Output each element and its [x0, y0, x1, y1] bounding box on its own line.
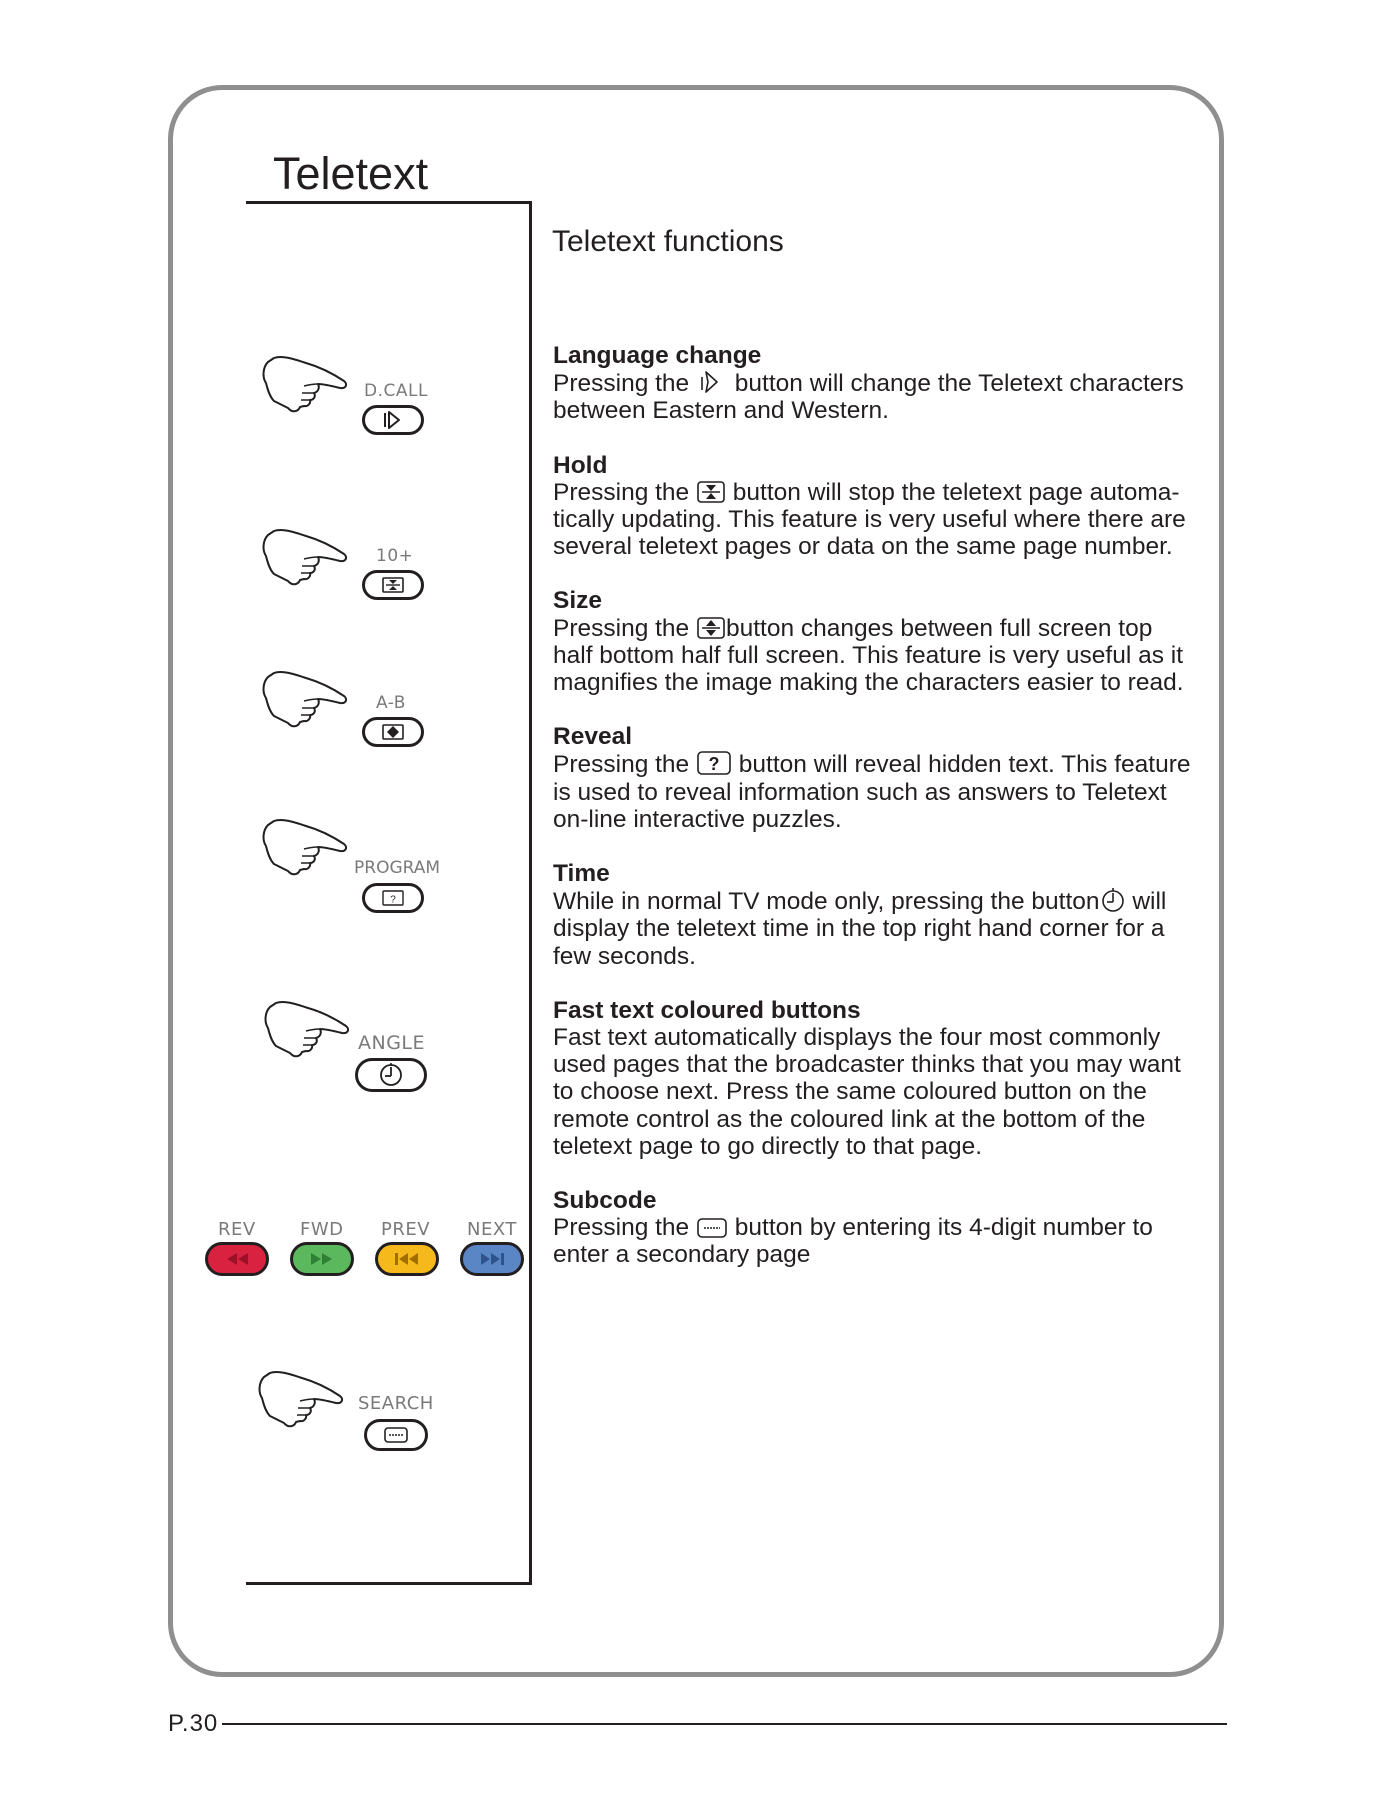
section-body: While in normal TV mode only, pressing the button will display the teletext time in the top right hand corner for a few seconds.	[553, 888, 1167, 970]
section-body: Pressing the button by entering its 4-digit number to enter a secondary page	[553, 1214, 1153, 1269]
ten-plus-label: 10+	[376, 546, 414, 566]
language-icon	[380, 410, 406, 430]
rewind-icon	[222, 1251, 252, 1267]
section-heading: Fast text coloured buttons	[553, 996, 861, 1024]
pointing-hand-icon	[260, 818, 354, 878]
pointing-hand-icon	[260, 355, 354, 415]
dcall-button[interactable]	[362, 405, 424, 435]
page-number: P.30	[168, 1710, 219, 1737]
search-button[interactable]	[364, 1419, 428, 1451]
footer-rule	[222, 1723, 1227, 1725]
title-rule	[246, 201, 530, 204]
next-label: NEXT	[467, 1219, 517, 1240]
language-change-section	[553, 342, 1213, 425]
hold-icon	[696, 480, 726, 504]
subcode-icon	[696, 1217, 728, 1239]
fwd-label: FWD	[300, 1219, 344, 1240]
bottom-rule	[246, 1582, 531, 1585]
pointing-hand-icon	[260, 670, 354, 730]
next-icon	[477, 1251, 507, 1267]
svg-text:?: ?	[708, 754, 720, 775]
pointing-hand-icon	[260, 528, 354, 588]
rev-label: REV	[218, 1219, 256, 1240]
program-button[interactable]	[362, 883, 424, 913]
clock-icon	[378, 1062, 404, 1088]
section-body: Pressing the button changes between full screen top half bottom half full screen. This feature is very useful as it magnifies the image making the characters easier to read.	[553, 614, 1184, 697]
section-heading: Reveal	[553, 723, 633, 751]
reveal-icon	[696, 750, 732, 776]
section-subtitle: Teletext functions	[552, 225, 784, 258]
size-section	[553, 587, 1213, 696]
pointing-hand-icon	[256, 1370, 350, 1430]
pointing-hand-icon	[262, 1000, 356, 1060]
section-body: Pressing the ? button will reveal hidden text. This feature is used to reveal information such as answers to Teletext on-line interactive puzzles.	[553, 751, 1191, 833]
clock-icon	[1100, 887, 1126, 913]
dcall-label: D.CALL	[364, 381, 428, 401]
search-label: SEARCH	[358, 1393, 434, 1414]
next-button[interactable]	[460, 1242, 524, 1276]
subcode-icon	[382, 1425, 410, 1445]
fast-text-section	[553, 997, 1213, 1160]
section-body: Pressing the button will stop the teletext page automa- tically updating. This feature is very useful where there are several teletext pages or data on the same page number.	[553, 478, 1186, 561]
ab-button[interactable]	[362, 717, 424, 747]
subcode-section	[553, 1187, 1213, 1269]
page-title: Teletext	[273, 148, 429, 199]
ab-label: A-B	[376, 693, 406, 713]
prev-label: PREV	[381, 1219, 431, 1240]
content-column	[553, 342, 1213, 1296]
column-divider	[529, 201, 532, 1585]
hold-section	[553, 452, 1213, 561]
section-heading: Hold	[553, 451, 608, 479]
section-heading: Language change	[553, 342, 762, 369]
angle-label: ANGLE	[358, 1032, 426, 1054]
size-icon	[380, 722, 406, 742]
section-body: Pressing the button will change the Teletext characters between Eastern and Western.	[553, 370, 1184, 425]
reveal-section	[553, 723, 1213, 833]
previous-icon	[392, 1251, 422, 1267]
section-heading: Time	[553, 860, 610, 888]
svg-text:?: ?	[390, 894, 396, 906]
hold-icon	[380, 575, 406, 595]
fast-forward-icon	[307, 1251, 337, 1267]
fwd-button[interactable]	[290, 1242, 354, 1276]
language-icon	[696, 369, 728, 395]
angle-button[interactable]	[355, 1058, 427, 1092]
section-heading: Size	[553, 587, 603, 615]
size-icon	[696, 616, 726, 640]
program-label: PROGRAM	[354, 858, 441, 878]
time-section	[553, 860, 1213, 970]
prev-button[interactable]	[375, 1242, 439, 1276]
rev-button[interactable]	[205, 1242, 269, 1276]
section-body: Fast text automatically displays the four most commonly used pages that the broadcaster thinks that you may want to choose next. Press the same coloured button on the remote control as the coloured link at the bottom of the teletext page to go directly to that page.	[553, 1024, 1181, 1160]
ten-plus-button[interactable]	[362, 570, 424, 600]
section-heading: Subcode	[553, 1187, 657, 1215]
reveal-icon	[380, 888, 406, 908]
